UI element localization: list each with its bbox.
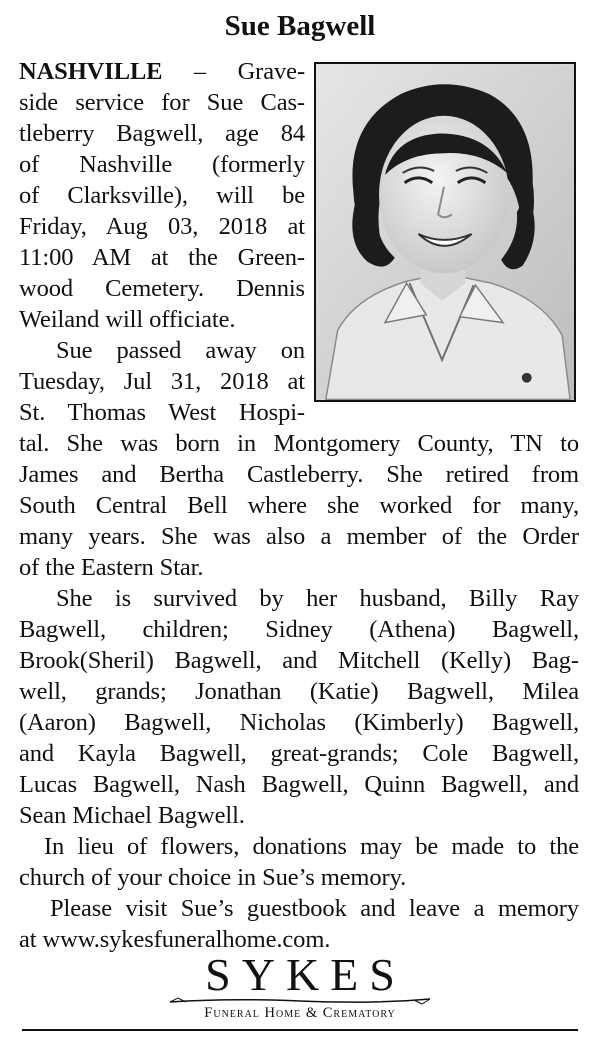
obituary-line: (Aaron) Bagwell, Nicholas (Kimberly) Bagwell, bbox=[19, 709, 579, 736]
obituary-line: church of your choice in Sue’s memory. bbox=[19, 864, 407, 891]
obituary-line-1-text: – Grave- bbox=[162, 58, 305, 85]
obituary-line: Tuesday, Jul 31, 2018 at bbox=[19, 368, 305, 395]
obituary-line: of the Eastern Star. bbox=[19, 554, 204, 581]
obituary-line: wood Cemetery. Dennis bbox=[19, 275, 305, 302]
bottom-divider bbox=[22, 1029, 578, 1031]
logo-subtitle: Funeral Home & Crematory bbox=[204, 1005, 396, 1021]
obituary-line: St. Thomas West Hospi- bbox=[19, 399, 305, 426]
obituary-line: 11:00 AM at the Green- bbox=[19, 244, 305, 271]
obituary-line: South Central Bell where she worked for many, bbox=[19, 492, 579, 519]
obituary-line: and Kayla Bagwell, great-grands; Cole Bagwell, bbox=[19, 740, 579, 767]
obituary-line: Friday, Aug 03, 2018 at bbox=[19, 213, 305, 240]
obituary-title: Sue Bagwell bbox=[224, 10, 376, 42]
obituary-line: side service for Sue Cas- bbox=[19, 89, 305, 116]
obituary-line: of Nashville (formerly bbox=[19, 151, 305, 178]
obituary-line: Please visit Sue’s guestbook and leave a memory bbox=[50, 895, 579, 922]
obituary-line: Weiland will officiate. bbox=[19, 306, 236, 333]
obituary-line: She is survived by her husband, Billy Ray bbox=[56, 585, 579, 612]
obituary-line: Brook(Sheril) Bagwell, and Mitchell (Kelly) Bag- bbox=[19, 647, 579, 674]
obituary-line: In lieu of flowers, donations may be made to the bbox=[44, 833, 579, 860]
obituary-line: James and Bertha Castleberry. She retired from bbox=[19, 461, 579, 488]
dateline: NASHVILLE bbox=[19, 58, 163, 85]
obituary-line: Sean Michael Bagwell. bbox=[19, 802, 245, 829]
obituary-line: of Clarksville), will be bbox=[19, 182, 305, 209]
obituary-line-1 bbox=[19, 56, 305, 88]
portrait-image bbox=[316, 64, 574, 400]
obituary-line: Lucas Bagwell, Nash Bagwell, Quinn Bagwell, and bbox=[19, 771, 579, 798]
sykes-funeral-home-logo bbox=[160, 949, 440, 1024]
logo-name: SYKES bbox=[205, 949, 406, 1000]
obituary-line: well, grands; Jonathan (Katie) Bagwell, Milea bbox=[19, 678, 579, 705]
obituary-line: many years. She was also a member of the Order bbox=[19, 523, 579, 550]
obituary-line: tal. She was born in Montgomery County, TN to bbox=[19, 430, 579, 457]
guestbook-link-line: at www.sykesfuneralhome.com. bbox=[19, 926, 331, 953]
obituary-line: tleberry Bagwell, age 84 bbox=[19, 120, 305, 147]
portrait-photo bbox=[314, 62, 576, 402]
obituary-line: Sue passed away on bbox=[56, 337, 305, 364]
obituary-line: Bagwell, children; Sidney (Athena) Bagwell, bbox=[19, 616, 579, 643]
